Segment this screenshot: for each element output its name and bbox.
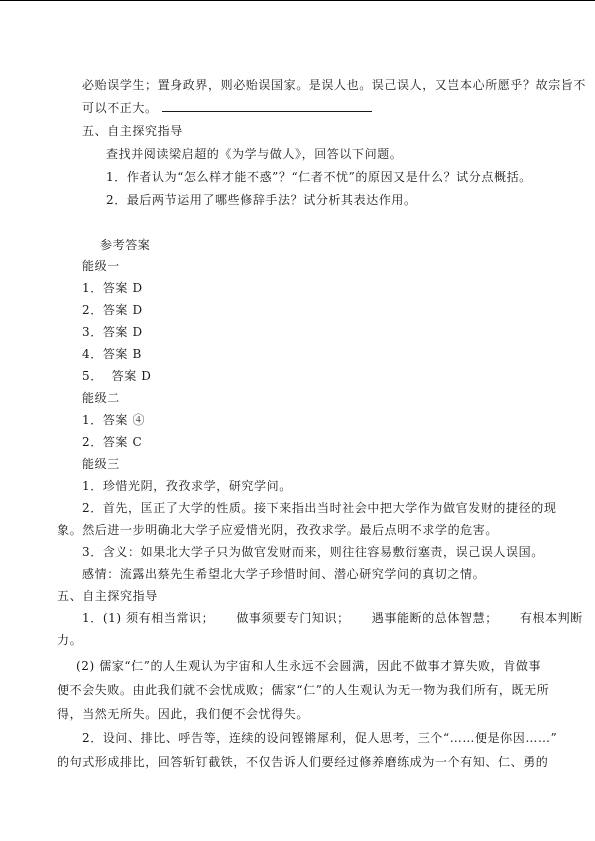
level-label: 能级一 [82,259,120,273]
paragraph-line: 必贻误学生；置身政界，则必贻误国家。是误人也。误己误人，又岂本心所愿乎？故宗旨不 [82,78,587,92]
answer-text: 的句式形成排比，回答斩钉截铁，不仅告诉人们要经过修养磨练成为一个有知、仁、勇的 [57,755,549,769]
section-intro: 查找并阅读梁启超的《为学与做人》，回答以下问题。 [106,147,403,161]
answer-item: 1．答案 D [82,281,143,295]
answer-text: 3．含义：如果北大学子只为做官发财而来，则往往容易敷衍塞责，误己误人误国。 [82,545,544,559]
section-heading: 五、自主探究指导 [82,124,183,138]
level-label: 能级二 [82,391,120,405]
answer-item: 4．答案 B [82,347,142,361]
answers-title: 参考答案 [100,238,151,252]
answer-text: 便不会失败。由此我们就不会忧成败；儒家“仁”的人生观认为无一物为我们所有，既无所 [57,683,550,697]
answer-text: 2．设问、排比、呼告等，连续的设问铿锵犀利，促人思考，三个“……便是你因……” [82,731,558,745]
answer-item: 2．答案 D [82,303,143,317]
answer-item: 5． 答案 D [82,369,152,383]
answer-text: 得，当然无所失。因此，我们便不会忧得失。 [57,707,310,721]
answer-blank [162,101,372,112]
answer-item: 3．答案 D [82,325,143,339]
question-1: 1．作者认为“怎么样才能不惑”？“仁者不忧”的原因又是什么？试分点概括。 [106,170,532,184]
answer-text: 1．珍惜光阴，孜孜求学，研究学问。 [82,479,292,493]
answer-text: 1．(1) 须有相当常识； 做事须要专门知识； 遇事能断的总体智慧； 有根本判断 [82,611,583,625]
answer-item: 2．答案 C [82,435,143,449]
answer-text: 象。然后进一步明确北大学子应爱惜光阴，孜孜求学。最后点明不求学的危害。 [57,523,499,537]
answer-text: 力。 [57,633,83,647]
answer-text: 2．首先，匡正了大学的性质。接下来指出当时社会中把大学作为做官发财的捷径的现 [82,501,557,515]
paragraph-line-with-blank [82,101,372,115]
answer-text: (2) 儒家“仁”的人生观认为宇宙和人生永远不会圆满，因此不做事才算失败，肯做事 [76,659,542,673]
answer-text: 感情：流露出蔡先生希望北大学子珍惜时间、潜心研究学问的真切之情。 [82,567,486,581]
question-2: 2．最后两节运用了哪些修辞手法？试分析其表达作用。 [106,193,417,207]
level-label: 能级三 [82,457,120,471]
paragraph-line: 可以不正大。 [82,101,158,115]
section-heading: 五、自主探究指导 [57,589,158,603]
answer-item: 1．答案 ④ [82,413,146,427]
header-rule [0,0,595,1]
